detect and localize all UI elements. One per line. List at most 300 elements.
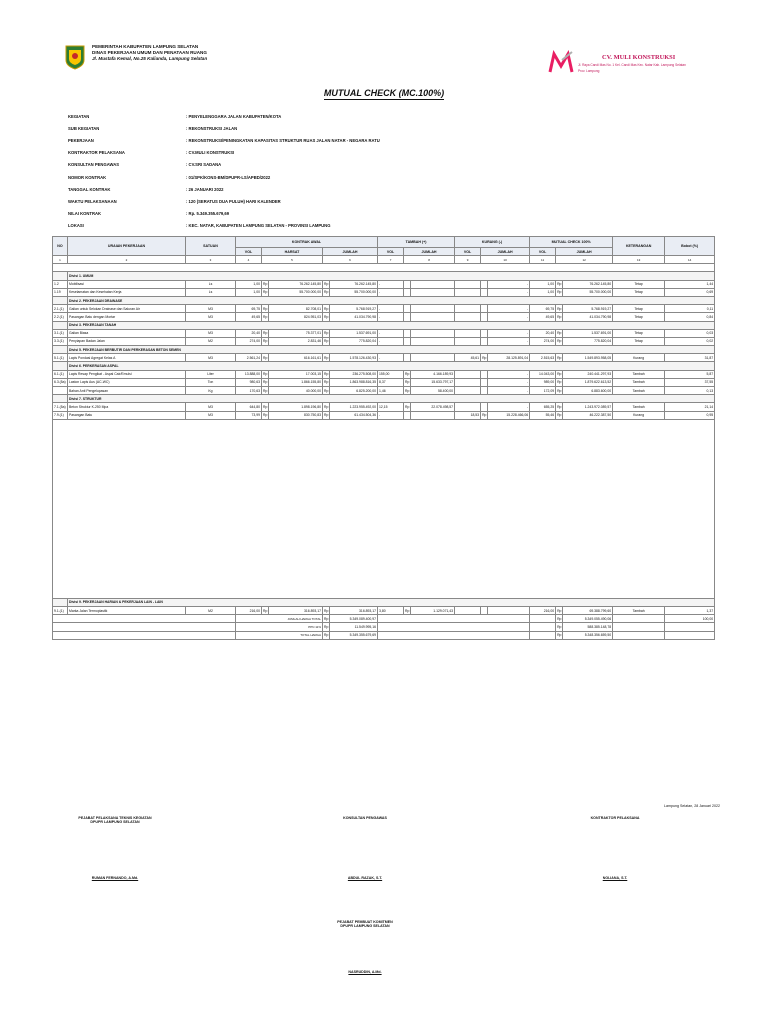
pejabat-title-1: PEJABAT PEMBUAT KOMITMEN <box>337 920 393 924</box>
header-kurang-jumlah: JUMLAH <box>481 248 530 256</box>
rp-label: Rp <box>262 313 269 321</box>
kurang-jumlah <box>488 606 530 614</box>
rp-label: Rp <box>323 370 330 378</box>
info-label: LOKASI <box>68 223 84 229</box>
item-no <box>53 387 68 395</box>
info-label: KEGIATAN <box>68 113 90 119</box>
item-bobot: 1,37 <box>665 606 715 614</box>
mc-jumlah: 1.537.691,00 <box>563 329 613 337</box>
info-row <box>68 122 586 134</box>
division-no <box>53 346 68 354</box>
kurang-vol <box>455 606 481 614</box>
rp-label: Rp <box>556 378 563 386</box>
tambah-vol: - <box>378 280 404 288</box>
rp-label: Rp <box>323 280 330 288</box>
kurang-jumlah: 28.125.891,04 <box>488 354 530 362</box>
item-no: 3.3.(1) <box>53 337 68 345</box>
rp-label: Rp <box>262 378 269 386</box>
item-harsat: 75.377,01 <box>269 329 323 337</box>
column-number: 3 <box>186 256 236 264</box>
header-kontrak-awal: KONTRAK AWAL <box>236 237 378 248</box>
item-bobot: 31,87 <box>665 354 715 362</box>
item-no: 1.19 <box>53 288 68 296</box>
mc-vol: 274,00 <box>530 337 556 345</box>
rp-label <box>404 313 411 321</box>
kurang-vol <box>455 403 481 411</box>
rp-label <box>481 337 488 345</box>
mc-vol: 1,00 <box>530 280 556 288</box>
division-row <box>53 346 715 354</box>
item-vol: 69,75 <box>236 305 262 313</box>
division-row <box>53 362 715 370</box>
item-vol: 20,40 <box>236 329 262 337</box>
item-satuan: M3 <box>186 403 236 411</box>
item-bobot: 0,69 <box>665 288 715 296</box>
item-bobot: 21,14 <box>665 403 715 411</box>
rp-label: Rp <box>556 313 563 321</box>
rp-label: Rp <box>556 305 563 313</box>
tambah-vol: - <box>378 329 404 337</box>
info-label: NILAI KONTRAK <box>68 211 102 217</box>
info-label: TANGGAL KONTRAK <box>68 186 111 192</box>
header-bobot: Bobot (%) <box>665 237 715 256</box>
item-no: 2.2.(1) <box>53 313 68 321</box>
rp-label: Rp <box>556 288 563 296</box>
tambah-vol: 1,46 <box>378 387 404 395</box>
company-address-1: Jl. Raya Candi Mas No. 1 Kel. Candi Mas Kec. Natar Kab. Lampung Selatan <box>578 62 686 67</box>
tambah-vol: 3,80 <box>378 606 404 614</box>
item-vol: 13.888,00 <box>236 370 262 378</box>
total-blank <box>613 631 665 639</box>
rp-label <box>481 370 488 378</box>
item-keterangan: Tambah <box>613 370 665 378</box>
item-satuan: M2 <box>186 337 236 345</box>
division-row <box>53 598 715 606</box>
kurang-vol <box>455 313 481 321</box>
mc-jumlah: 1.549.893.958,05 <box>563 354 613 362</box>
column-number: 6 <box>323 256 378 264</box>
rp-label: Rp <box>556 387 563 395</box>
kurang-jumlah: - <box>488 403 530 411</box>
rp-label <box>481 329 488 337</box>
item-no: 6.3.(5a) <box>53 378 68 386</box>
rp-label: Rp <box>262 305 269 313</box>
item-bobot: 0,13 <box>665 387 715 395</box>
header-uraian: URAIAN PEKERJAAN <box>68 237 186 256</box>
table-row <box>53 606 715 614</box>
column-number: 12 <box>556 256 613 264</box>
column-number: 11 <box>530 256 556 264</box>
division-row <box>53 296 715 304</box>
kurang-jumlah: - <box>488 387 530 395</box>
item-keterangan: Kurang <box>613 411 665 419</box>
item-jumlah: 5.768.919,27 <box>330 305 378 313</box>
info-label: KONTRAKTOR PELAKSANA <box>68 150 125 156</box>
item-vol: 170,63 <box>236 387 262 395</box>
info-row <box>68 147 586 159</box>
item-vol: 980,63 <box>236 378 262 386</box>
pejabat-block <box>310 920 420 928</box>
total-blank <box>378 623 530 631</box>
item-no: 5.1.(1) <box>53 354 68 362</box>
column-number: 7 <box>378 256 404 264</box>
item-harsat: 1.866.155,80 <box>269 378 323 386</box>
item-jumlah: 55.700.000,00 <box>330 288 378 296</box>
company-address-2: Prov. Lampung <box>578 68 600 73</box>
item-satuan: Ls <box>186 280 236 288</box>
division-title: Divisi 2. PEKERJAAN DRAINASE <box>68 296 715 304</box>
mc-vol: 49,65 <box>530 313 556 321</box>
item-no: 2.1.(1) <box>53 305 68 313</box>
rp-label: Rp <box>262 337 269 345</box>
total-blank <box>530 615 556 623</box>
total-mc-value: 588.385.148,78 <box>563 623 613 631</box>
total-blank <box>53 615 236 623</box>
kurang-vol: 18,53 <box>455 411 481 419</box>
info-row <box>68 171 586 183</box>
tambah-jumlah: 4.166.189,93 <box>411 370 455 378</box>
spacer-row <box>53 264 715 272</box>
total-value: 11.549.995,16 <box>330 623 378 631</box>
item-bobot: 0,84 <box>665 313 715 321</box>
rp-label <box>404 280 411 288</box>
item-jumlah: 775.820,04 <box>330 337 378 345</box>
division-no <box>53 296 68 304</box>
mc-jumlah: 69.388.799,60 <box>563 606 613 614</box>
table-row <box>53 280 715 288</box>
tambah-jumlah <box>411 337 455 345</box>
gov-line-2: DINAS PEKERJAAN UMUM DAN PENATAAN RUANG <box>92 50 207 56</box>
tambah-jumlah: 22.078.498,57 <box>411 403 455 411</box>
mc-jumlah: 775.820,04 <box>563 337 613 345</box>
item-harsat: 316.893,17 <box>269 606 323 614</box>
item-uraian: Penyiapan Badan Jalan <box>68 337 186 345</box>
item-jumlah: 316.893,17 <box>330 606 378 614</box>
tambah-jumlah <box>411 411 455 419</box>
mc-vol: 20,40 <box>530 329 556 337</box>
item-keterangan: Tambah <box>613 378 665 386</box>
mc-jumlah: 1.243.972.089,57 <box>563 403 613 411</box>
header-vol: VOL <box>236 248 262 256</box>
tambah-jumlah: 15.633.797,17 <box>411 378 455 386</box>
gov-line-1: PEMERINTAH KABUPATEN LAMPUNG SELATAN <box>92 44 199 49</box>
item-harsat: 2.831,46 <box>269 337 323 345</box>
item-vol: 49,65 <box>236 313 262 321</box>
info-value: : 120 (SERATUS DUA PULUH) HARI KALENDER <box>186 198 281 204</box>
rp-label: Rp <box>262 280 269 288</box>
tambah-vol: - <box>378 337 404 345</box>
item-satuan: M3 <box>186 329 236 337</box>
item-no: 6.1.(1) <box>53 370 68 378</box>
header-mc-jumlah: JUMLAH <box>556 248 613 256</box>
info-value: : PENYELENGGARA JALAN KABUPATEN/KOTA <box>186 113 282 119</box>
kurang-vol <box>455 387 481 395</box>
item-harsat: 17.003,15 <box>269 370 323 378</box>
item-jumlah: 6.825.200,00 <box>330 387 378 395</box>
item-bobot: 37,55 <box>665 378 715 386</box>
info-label: NOMOR KONTRAK <box>68 174 107 180</box>
item-harsat: 616.161,61 <box>269 354 323 362</box>
rp-label <box>404 337 411 345</box>
mc-vol: 55,46 <box>530 411 556 419</box>
kurang-vol <box>455 288 481 296</box>
konsultan-name: ABDUL RAZAK, S.T. <box>347 876 383 880</box>
total-bobot <box>665 631 715 639</box>
info-value: : 26 JANUARI 2022 <box>186 186 224 192</box>
rp-label <box>481 378 488 386</box>
rp-label <box>481 606 488 614</box>
mc-jumlah: 55.700.000,00 <box>563 288 613 296</box>
gov-line-3: Jl. Mustafa Kemal, No.25 Kalianda, Lampung Selatan <box>92 56 208 62</box>
table-row <box>53 329 715 337</box>
kurang-jumlah: - <box>488 280 530 288</box>
header-no: NO <box>53 237 68 256</box>
rp-label: Rp <box>323 631 330 639</box>
info-row <box>68 195 586 207</box>
rp-label <box>481 313 488 321</box>
rp-label: Rp <box>323 378 330 386</box>
lampung-selatan-emblem-icon <box>64 44 86 70</box>
rp-label <box>481 403 488 411</box>
item-harsat: 76.262.145,80 <box>269 280 323 288</box>
rp-label: Rp <box>323 313 330 321</box>
company-header <box>548 50 688 76</box>
item-satuan: Ls <box>186 288 236 296</box>
division-title: Divisi 6. PERKERASAN ASPAL <box>68 362 715 370</box>
rp-label: Rp <box>323 403 330 411</box>
info-value: : CV.SRI SADANA <box>186 162 222 168</box>
header-satuan: SATUAN <box>186 237 236 256</box>
tambah-jumlah <box>411 305 455 313</box>
item-jumlah: 61.434.504,36 <box>330 411 378 419</box>
division-row <box>53 321 715 329</box>
item-jumlah: 1.537.691,00 <box>330 329 378 337</box>
kurang-vol <box>455 329 481 337</box>
total-value: 5.349.355.679,69 <box>330 631 378 639</box>
kurang-jumlah: 15.228.466,06 <box>488 411 530 419</box>
item-bobot: 0,02 <box>665 337 715 345</box>
mc-vol: 69,75 <box>530 305 556 313</box>
table-row <box>53 354 715 362</box>
mc-vol: 14.043,00 <box>530 370 556 378</box>
total-label: TOTAL HARGA <box>236 631 323 639</box>
item-bobot: 0,03 <box>665 329 715 337</box>
item-jumlah: 1.578.126.430,93 <box>330 354 378 362</box>
division-title: Divisi 1. UMUM <box>68 272 715 280</box>
mc-jumlah: 5.768.919,27 <box>563 305 613 313</box>
kurang-jumlah: - <box>488 313 530 321</box>
item-satuan: M3 <box>186 313 236 321</box>
item-keterangan: Tetap <box>613 337 665 345</box>
rp-label: Rp <box>404 387 411 395</box>
tambah-jumlah <box>411 313 455 321</box>
rp-label: Rp <box>556 615 563 623</box>
kurang-jumlah: - <box>488 288 530 296</box>
item-vol: 1,00 <box>236 288 262 296</box>
info-value: : CV.MULI KONSTRUKSI <box>186 150 235 156</box>
table-row <box>53 403 715 411</box>
rp-label: Rp <box>323 305 330 313</box>
rp-label: Rp <box>323 337 330 345</box>
item-uraian: Galian Biasa <box>68 329 186 337</box>
column-number: 8 <box>404 256 455 264</box>
column-number: 5 <box>262 256 323 264</box>
rp-label: Rp <box>323 329 330 337</box>
item-satuan: Kg <box>186 387 236 395</box>
item-keterangan: Tetap <box>613 313 665 321</box>
kurang-vol <box>455 370 481 378</box>
info-value: : 01/SPK/KONS-BM/DPUPR-LS/APBD/2022 <box>186 174 271 180</box>
rp-label: Rp <box>481 411 488 419</box>
header-kurang: KURANG (-) <box>455 237 530 248</box>
mc-vol: 655,25 <box>530 403 556 411</box>
total-label: PPN 11% <box>236 623 323 631</box>
rp-label <box>404 305 411 313</box>
rp-label: Rp <box>404 403 411 411</box>
tambah-vol: - <box>378 354 404 362</box>
division-no <box>53 362 68 370</box>
item-satuan: Ton <box>186 378 236 386</box>
table-row <box>53 370 715 378</box>
rp-label: Rp <box>556 337 563 345</box>
item-uraian: Pasangan Batu <box>68 411 186 419</box>
header-jumlah: JUMLAH <box>323 248 378 256</box>
column-number: 13 <box>613 256 665 264</box>
rp-label: Rp <box>323 606 330 614</box>
item-satuan: M3 <box>186 305 236 313</box>
item-jumlah: 76.262.145,80 <box>330 280 378 288</box>
division-row <box>53 395 715 403</box>
item-keterangan: Tetap <box>613 288 665 296</box>
ppk-block <box>60 816 170 824</box>
ppk-title-1: PEJABAT PELAKSANA TEKNIS KEGIATAN <box>78 816 152 820</box>
kurang-vol: 45,61 <box>455 354 481 362</box>
header-tambah-vol: VOL <box>378 248 404 256</box>
rp-label: Rp <box>262 370 269 378</box>
blank-rows <box>53 419 715 598</box>
rp-label <box>404 411 411 419</box>
rp-label: Rp <box>262 606 269 614</box>
info-row <box>68 208 586 220</box>
rp-label <box>404 329 411 337</box>
table-row <box>53 337 715 345</box>
info-label: PEKERJAAN <box>68 137 94 143</box>
mc-jumlah: 46.222.387,50 <box>563 411 613 419</box>
mc-vol: 172,09 <box>530 387 556 395</box>
item-uraian: Beton Struktur K-250 Mpa <box>68 403 186 411</box>
kurang-vol <box>455 378 481 386</box>
tambah-vol: 12,15 <box>378 403 404 411</box>
item-uraian: Pasangan Batu dengan Mortar <box>68 313 186 321</box>
info-value: : REKONSTRUKSI/PENINGKATAN KAPASITAS STRUKTUR RUAS JALAN NATAR - NEGARA RATU <box>186 137 380 143</box>
total-mc-value: 5.348.356.659,50 <box>563 631 613 639</box>
total-row <box>53 631 715 639</box>
tambah-jumlah <box>411 288 455 296</box>
division-no <box>53 598 68 606</box>
header-mc-vol: VOL <box>530 248 556 256</box>
table-row <box>53 313 715 321</box>
kurang-vol <box>455 337 481 345</box>
spacer <box>53 264 715 272</box>
total-label: JUMLAH HARGA TOTAL <box>236 615 323 623</box>
total-row <box>53 615 715 623</box>
tambah-vol: - <box>378 305 404 313</box>
kurang-vol <box>455 305 481 313</box>
rp-label: Rp <box>404 606 411 614</box>
item-vol: 644,80 <box>236 403 262 411</box>
mk-logo-icon <box>548 50 574 76</box>
rp-label: Rp <box>323 623 330 631</box>
rp-label: Rp <box>556 354 563 362</box>
item-bobot: 5,87 <box>665 370 715 378</box>
tambah-jumlah: 58.400,00 <box>411 387 455 395</box>
mc-vol: 216,00 <box>530 606 556 614</box>
project-info <box>68 110 586 232</box>
total-row <box>53 623 715 631</box>
mc-jumlah: 41.034.790,98 <box>563 313 613 321</box>
item-bobot: 0,95 <box>665 411 715 419</box>
division-no <box>53 272 68 280</box>
tambah-vol: - <box>378 411 404 419</box>
total-bobot <box>665 623 715 631</box>
kontraktor-title: KONTRAKTOR PELAKSANA <box>590 816 640 820</box>
item-satuan: Liter <box>186 370 236 378</box>
total-blank <box>613 615 665 623</box>
item-keterangan: Tambah <box>613 403 665 411</box>
info-row <box>68 220 586 232</box>
item-harsat: 40.000,00 <box>269 387 323 395</box>
kurang-jumlah: - <box>488 337 530 345</box>
item-harsat: 830.750,83 <box>269 411 323 419</box>
info-label: SUB KEGIATAN <box>68 125 100 131</box>
header-keterangan: KETERANGAN <box>613 237 665 256</box>
rp-label <box>481 280 488 288</box>
item-keterangan: Tetap <box>613 280 665 288</box>
item-harsat: 824.951,03 <box>269 313 323 321</box>
table-row <box>53 378 715 386</box>
kurang-vol <box>455 280 481 288</box>
item-keterangan: Tambah <box>613 606 665 614</box>
item-jumlah: 1.863.988.816,35 <box>330 378 378 386</box>
column-number-row <box>53 256 715 264</box>
pejabat-name: NASRUDDIN, A.Md. <box>348 970 382 974</box>
info-row <box>68 134 586 146</box>
company-name: CV. MULI KONSTRUKSI <box>602 53 676 61</box>
kurang-jumlah: - <box>488 378 530 386</box>
total-blank <box>530 623 556 631</box>
item-uraian: Lapis Pondasi Agregat Kelas A <box>68 354 186 362</box>
item-satuan: M3 <box>186 411 236 419</box>
header-tambah-jumlah: JUMLAH <box>404 248 455 256</box>
total-mc-value: 5.349.055.490,06 <box>563 615 613 623</box>
rp-label: Rp <box>262 403 269 411</box>
rp-label <box>481 288 488 296</box>
item-no: 3.1.(1) <box>53 329 68 337</box>
division-title: Divisi 9. PEKERJAAN HARIAN & PEKERJAAN LAIN - LAIN <box>68 598 715 606</box>
total-blank <box>378 631 530 639</box>
document-title: MUTUAL CHECK (MC.100%) <box>323 88 445 98</box>
division-title: Divisi 7. STRUKTUR <box>68 395 715 403</box>
table-row <box>53 288 715 296</box>
konsultan-title: KONSULTAN PENGAWAS <box>343 816 387 820</box>
total-blank <box>53 623 236 631</box>
rp-label: Rp <box>556 280 563 288</box>
column-number: 9 <box>455 256 481 264</box>
column-number: 14 <box>665 256 715 264</box>
item-uraian: Bahan Anti Pengelupasan <box>68 387 186 395</box>
header-kurang-vol: VOL <box>455 248 481 256</box>
column-number: 2 <box>68 256 186 264</box>
